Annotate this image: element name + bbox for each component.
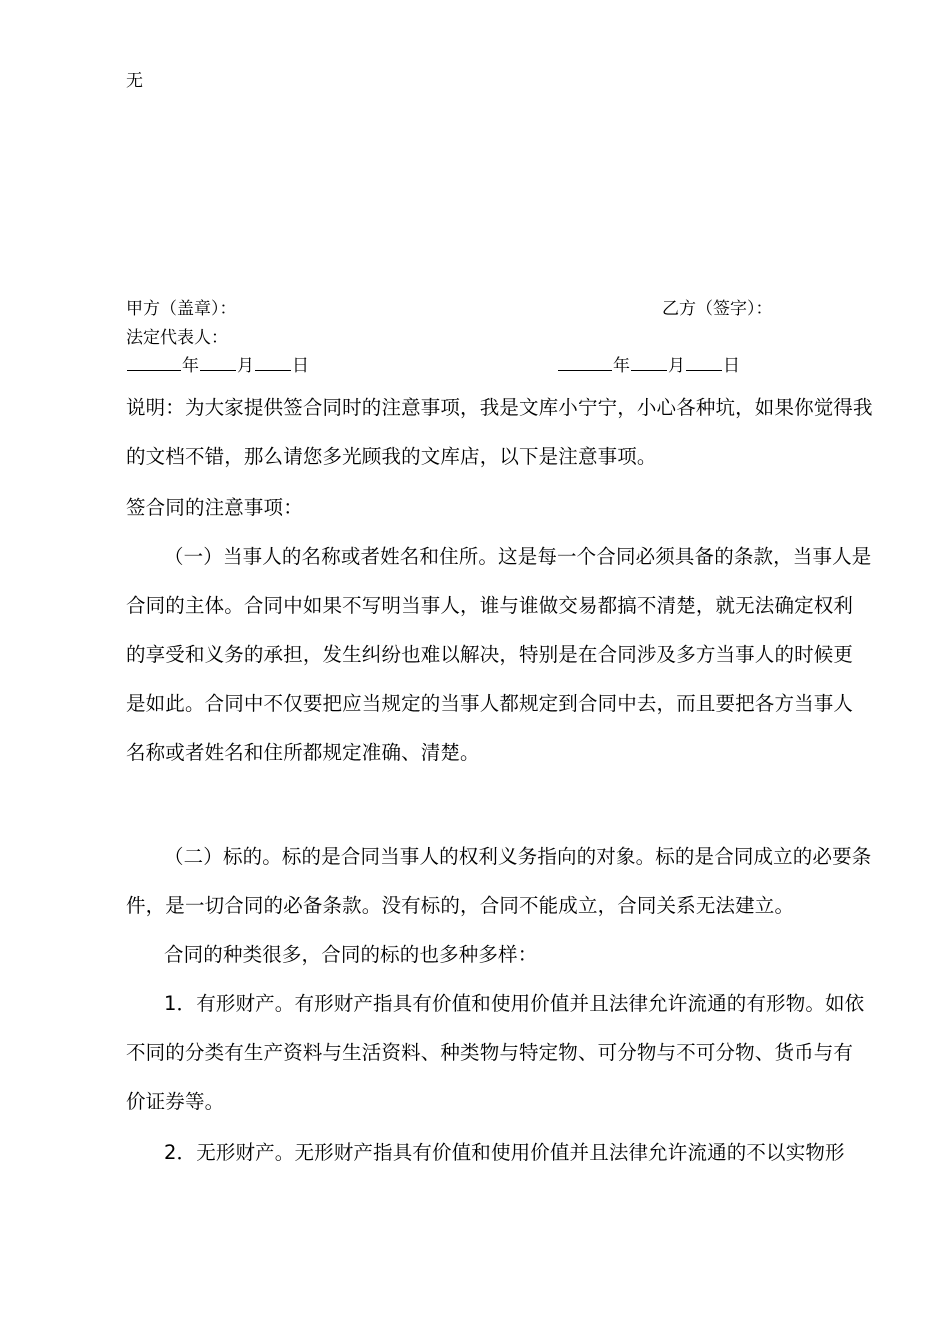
paragraph-line: 合同的主体。合同中如果不写明当事人，谁与谁做交易都搞不清楚，就无法确定权利 [126,594,854,617]
party-b-date-line [557,351,740,376]
day-label: 日 [292,356,309,376]
item-2-paragraph [126,1128,845,1177]
paragraph-line: 价证券等。 [126,1090,225,1113]
section-1-paragraph [126,532,872,777]
paragraph-line: 不同的分类有生产资料与生活资料、种类物与特定物、可分物与不可分物、货币与有 [126,1041,854,1064]
month-blank [200,353,236,371]
paragraph-line: 的享受和义务的承担，发生纠纷也难以解决，特别是在合同涉及多方当事人的时候更 [126,643,854,666]
notice-line: 的文档不错，那么请您多光顾我的文库店，以下是注意事项。 [126,445,657,468]
party-b-label: 乙方（签字）： [662,299,773,319]
party-a-date-line [126,351,309,376]
item-1-paragraph [126,979,865,1126]
section-heading: 签合同的注意事项： [126,496,303,519]
paragraph-line: 是如此。合同中不仅要把应当规定的当事人都规定到合同中去，而且要把各方当事人 [126,692,854,715]
year-label: 年 [613,356,630,376]
day-blank [686,353,722,371]
paragraph-line: 件，是一切合同的必备条款。没有标的，合同不能成立，合同关系无法建立。 [126,894,795,917]
notice-line: 说明：为大家提供签合同时的注意事项，我是文库小宁宁，小心各种坑，如果你觉得我 [126,396,873,419]
year-blank [558,353,612,371]
paragraph-line: 名称或者姓名和住所都规定准确、清楚。 [126,741,480,764]
paragraph-line: （二）标的。标的是合同当事人的权利义务指向的对象。标的是合同成立的必要条 [164,845,872,868]
section-2-paragraph [126,832,872,930]
month-blank [631,353,667,371]
month-label: 月 [668,356,685,376]
paragraph-line: 1．有形财产。有形财产指具有价值和使用价值并且法律允许流通的有形物。如依 [164,992,865,1015]
paragraph-line: （一）当事人的名称或者姓名和住所。这是每一个合同必须具备的条款，当事人是 [164,545,872,568]
paragraph-line: 2．无形财产。无形财产指具有价值和使用价值并且法律允许流通的不以实物形 [164,1141,845,1164]
section-2-intro: 合同的种类很多，合同的标的也多种多样： [164,943,538,966]
month-label: 月 [237,356,254,376]
day-blank [255,353,291,371]
year-blank [127,353,181,371]
party-a-label: 甲方（盖章）： [126,299,237,319]
day-label: 日 [723,356,740,376]
legal-representative-label: 法定代表人： [126,328,228,348]
top-note: 无 [126,71,143,91]
notice-paragraph [126,383,873,481]
year-label: 年 [182,356,199,376]
